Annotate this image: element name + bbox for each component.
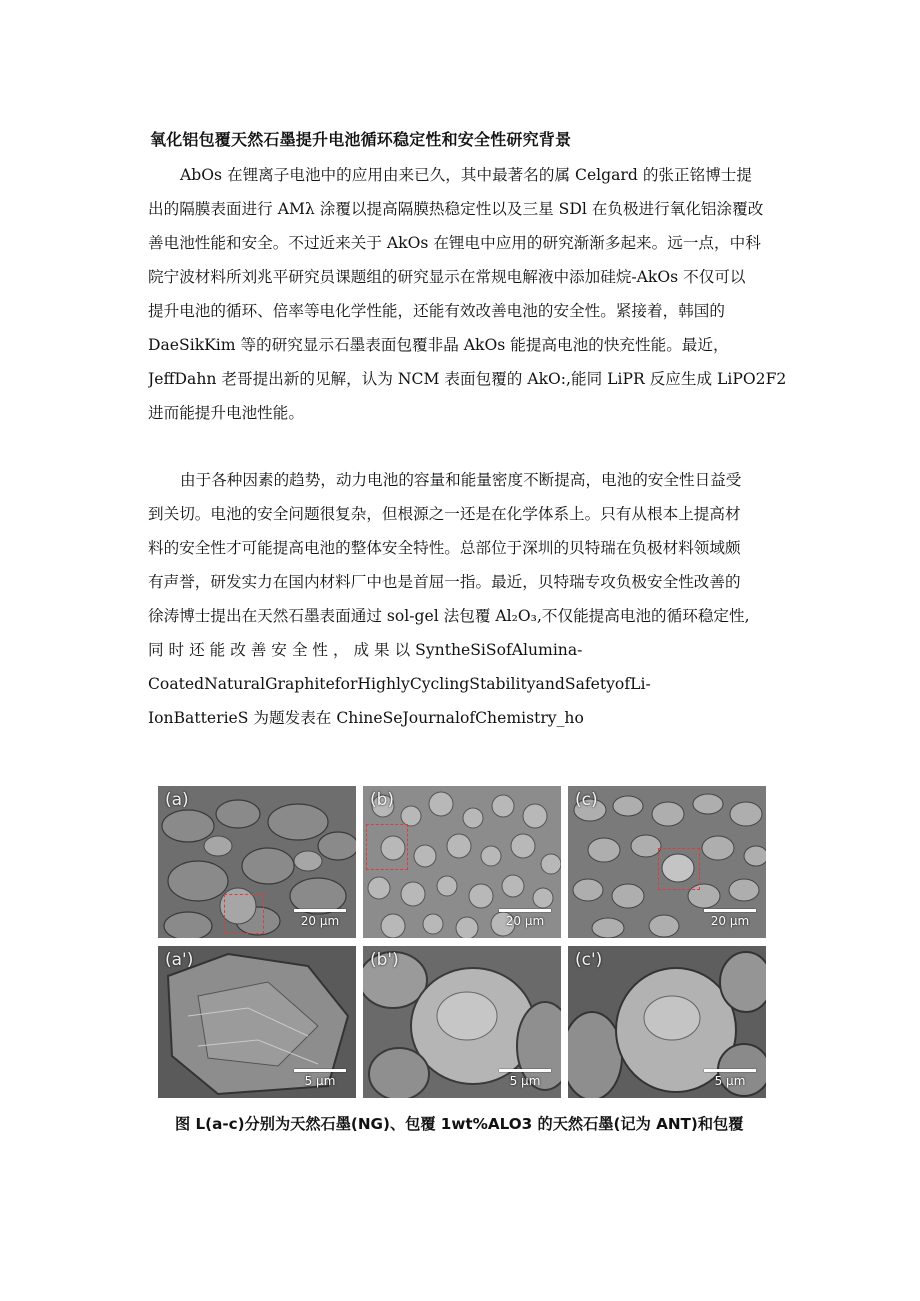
paragraph-line: 提升电池的循环、倍率等电化学性能，还能有效改善电池的安全性。紧接着，韩国的 [148, 302, 725, 320]
paragraph-line: 徐涛博士提出在天然石墨表面通过 sol-gel 法包覆 Al₂O₃,不仅能提高电池的循环稳定性, [148, 607, 750, 625]
scale-label: 20 μm [505, 914, 545, 928]
sem-panel-a [158, 786, 356, 938]
paragraph-line: 由于各种因素的趋势，动力电池的容量和能量密度不断提高，电池的安全性日益受 [180, 471, 742, 489]
scale-bar [704, 1069, 756, 1088]
panel-label: (c') [575, 950, 603, 970]
paragraph-line: 有声誉，研发实力在国内材料厂中也是首屈一指。最近，贝特瑞专攻负极安全性改善的 [148, 573, 741, 591]
paragraph-line: 同 时 还 能 改 善 安 全 性 ， 成 果 以 SyntheSiSofAlumina- [148, 641, 583, 659]
panel-label: (c) [575, 790, 598, 810]
paragraph-line: 出的隔膜表面进行 AMλ 涂覆以提高隔膜热稳定性以及三星 SDl 在负极进行氧化铝涂覆改 [148, 200, 764, 218]
panel-label: (a) [165, 790, 189, 810]
paragraph-line: 院宁波材料所刘兆平研究员课题组的研究显示在常规电解液中添加硅烷-AkOs 不仅可以 [148, 268, 746, 286]
paragraph-line: AbOs 在锂离子电池中的应用由来已久，其中最著名的属 Celgard 的张正铭博士提 [180, 166, 752, 184]
highlight-box [366, 824, 408, 870]
scale-label: 20 μm [710, 914, 750, 928]
panel-label: (b) [370, 790, 395, 810]
panel-label: (b') [370, 950, 399, 970]
sem-panel-a-prime [158, 946, 356, 1098]
paragraph-background [148, 158, 793, 430]
scale-bar [294, 909, 346, 928]
sem-panel-c [568, 786, 766, 938]
highlight-box [224, 894, 264, 934]
paragraph-line: JeffDahn 老哥提出新的见解，认为 NCM 表面包覆的 AkO:,能同 LiPR 反应生成 LiPO2F2 [148, 370, 787, 388]
paragraph-line: 进而能提升电池性能。 [148, 404, 304, 422]
paragraph-line: DaeSikKim 等的研究显示石墨表面包覆非晶 AkOs 能提高电池的快充性能。最近， [148, 336, 729, 354]
paragraph-line: CoatedNaturalGraphiteforHighlyCyclingStabilityandSafetyofLi- [148, 675, 651, 693]
scale-bar [499, 909, 551, 928]
paragraph-line: 善电池性能和安全。不过近来关于 AkOs 在锂电中应用的研究渐渐多起来。远一点，中科 [148, 234, 761, 252]
scale-bar [499, 1069, 551, 1088]
scale-label: 20 μm [300, 914, 340, 928]
paragraph-line: IonBatterieS 为题发表在 ChineSeJournalofChemistry_ho [148, 709, 584, 727]
sem-panel-c-prime [568, 946, 766, 1098]
scale-label: 5 μm [304, 1074, 336, 1088]
highlight-box [658, 848, 700, 890]
paragraph-research [148, 463, 793, 735]
scale-label: 5 μm [509, 1074, 541, 1088]
paragraph-line: 料的安全性才可能提高电池的整体安全特性。总部位于深圳的贝特瑞在负极材料领域颇 [148, 539, 741, 557]
panel-label: (a') [165, 950, 194, 970]
figure-caption: 图 L(a-c)分别为天然石墨(NG)、包覆 1wt%ALO3 的天然石墨(记为 ANT)和包覆 [175, 1115, 744, 1133]
scale-bar [294, 1069, 346, 1088]
document-title: 氧化铝包覆天然石墨提升电池循环稳定性和安全性研究背景 [150, 130, 572, 149]
sem-panel-b [363, 786, 561, 938]
sem-panel-b-prime [363, 946, 561, 1098]
sem-figure [152, 782, 770, 1104]
scale-bar [704, 909, 756, 928]
scale-label: 5 μm [714, 1074, 746, 1088]
paragraph-line: 到关切。电池的安全问题很复杂，但根源之一还是在化学体系上。只有从根本上提高材 [148, 505, 741, 523]
